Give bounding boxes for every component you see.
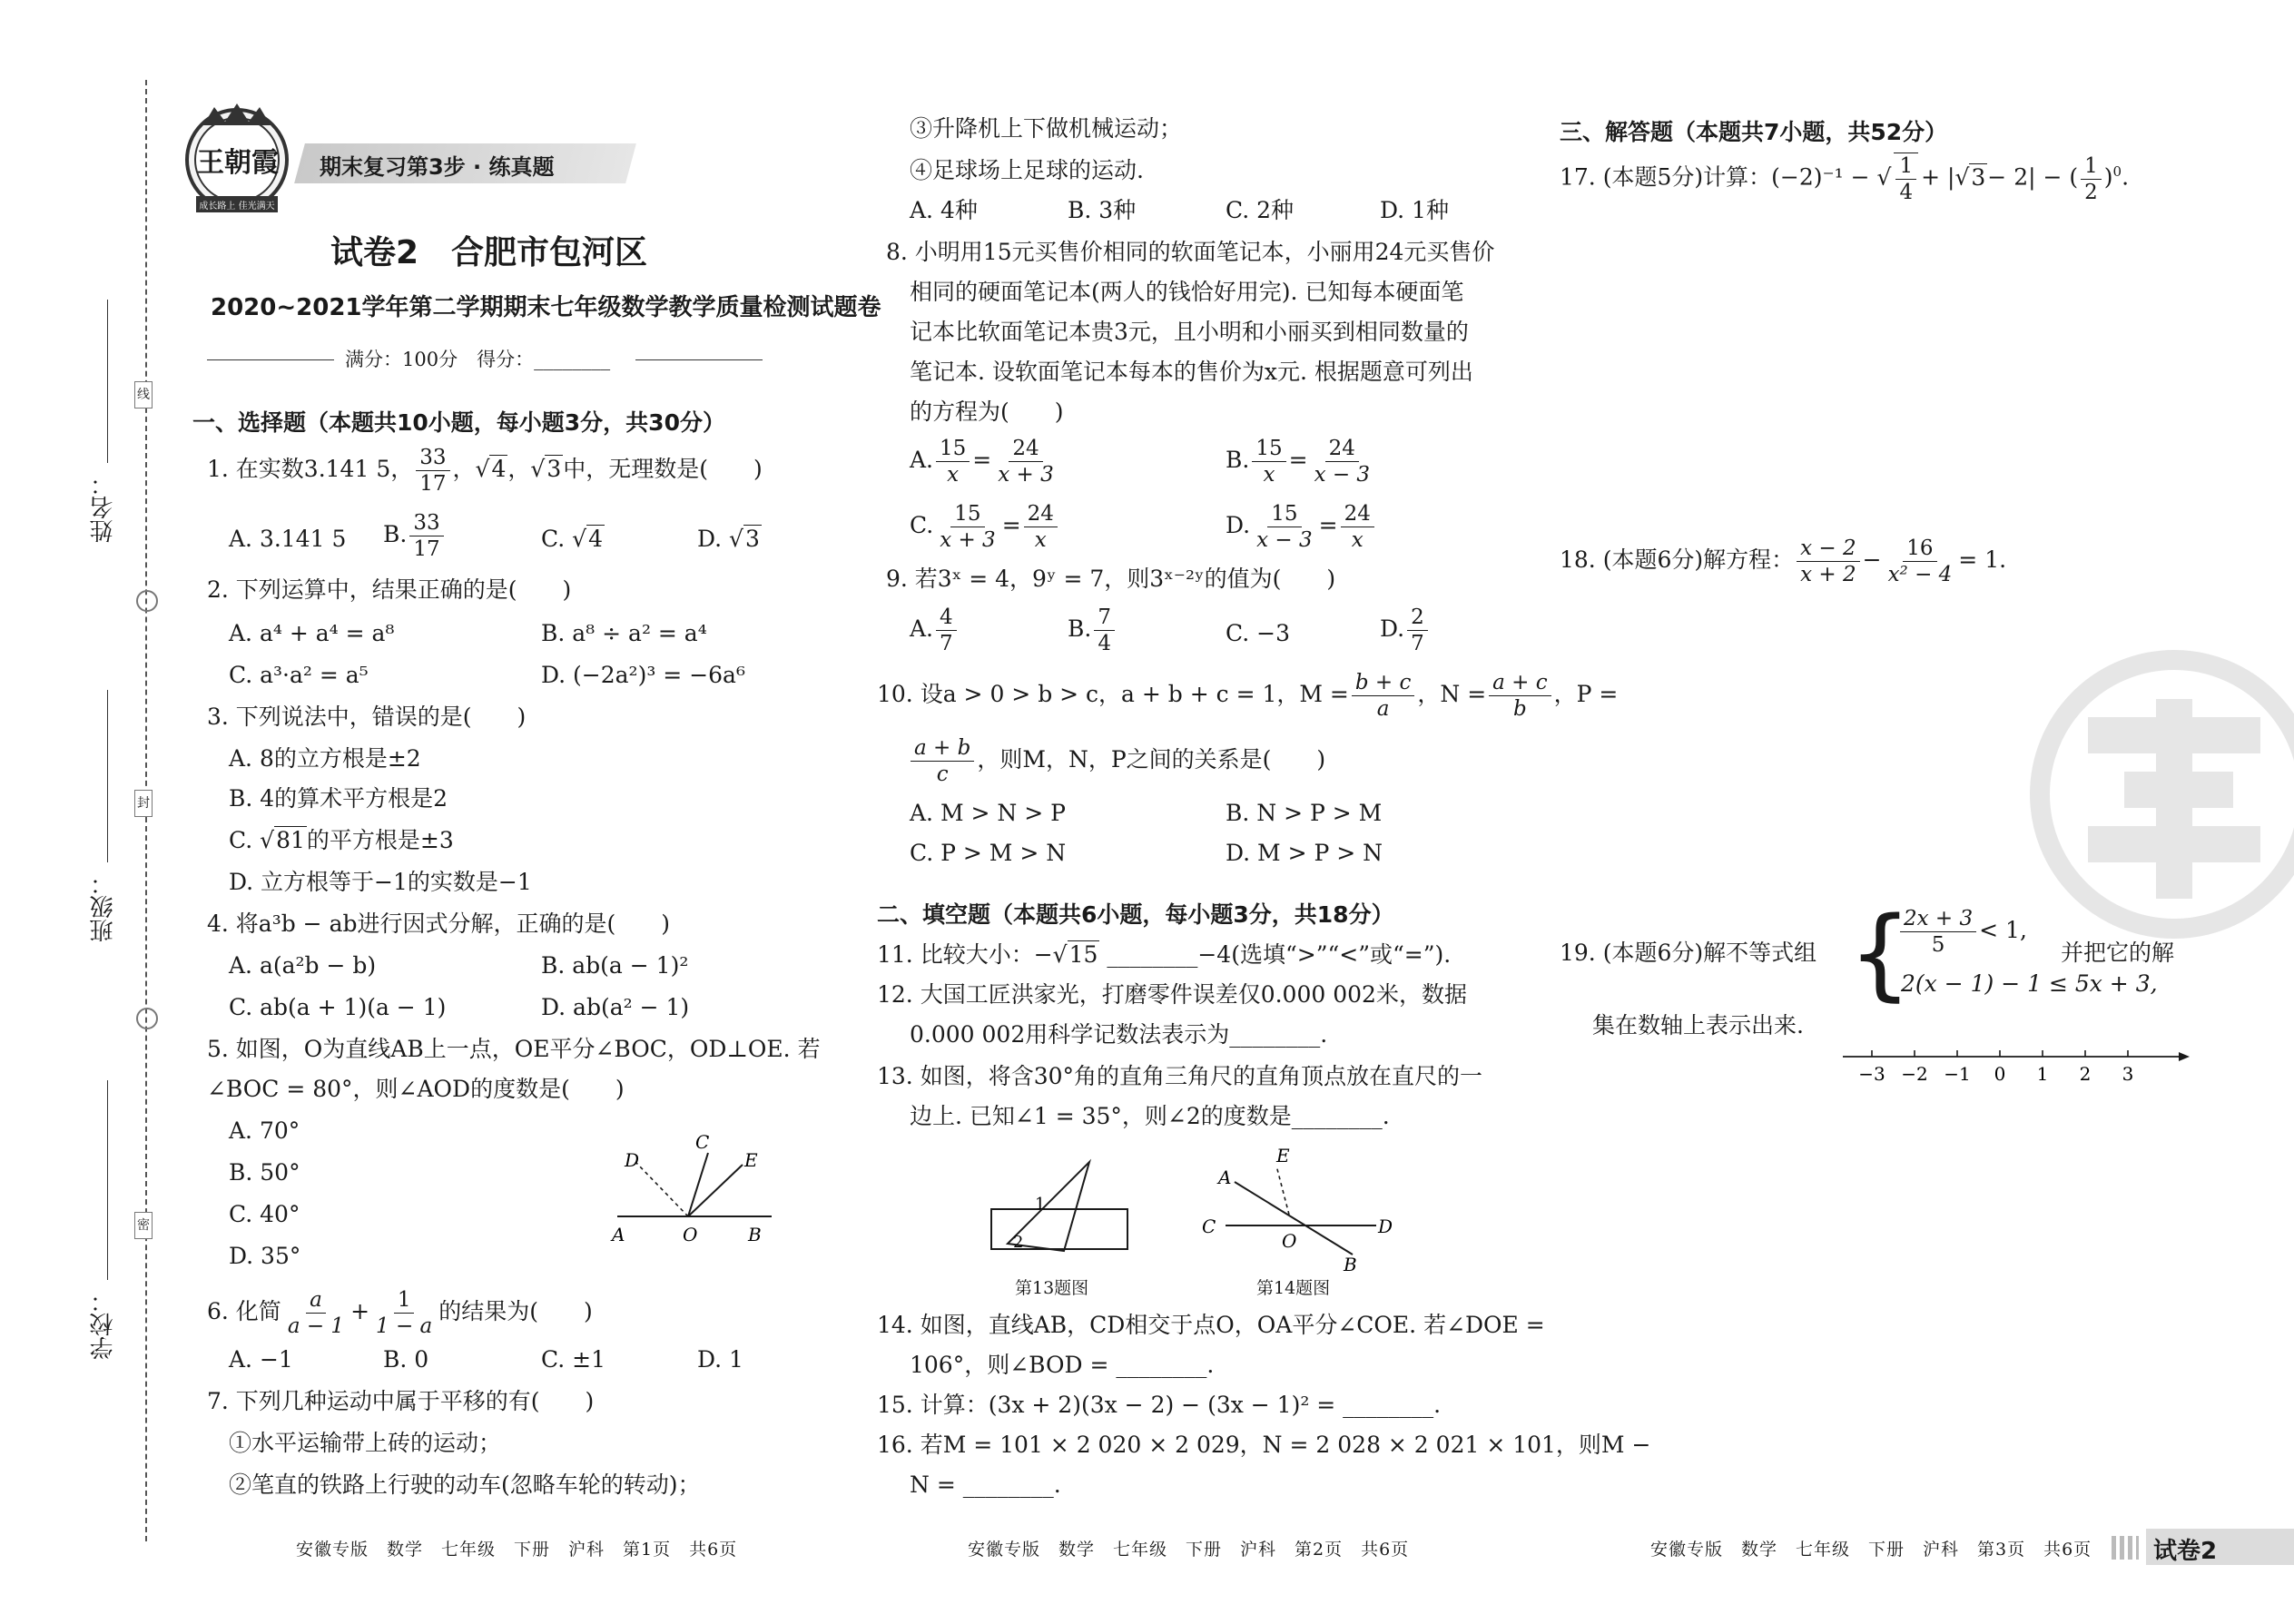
q1-option-c[interactable]: C. √4 [541,526,603,552]
seal-char-secret: 密 [134,1212,153,1239]
q19-inequality-2: 2(x − 1) − 1 ≤ 5x + 3, [1901,970,2158,997]
svg-text:D: D [625,1149,640,1171]
q7-option-b[interactable]: B. 3种 [1068,197,1137,223]
q9-option-b[interactable]: B. $\frac{7}{4}$ [1068,605,1117,656]
number-line-tick-label: −3 [1858,1063,1885,1085]
question-7: 7. 下列几种运动中属于平移的有( ) [207,1388,595,1414]
svg-text:2: 2 [1013,1233,1024,1252]
q7-option-a[interactable]: A. 4种 [910,197,978,223]
logo-slogan: 成长路上 佳光满天 [199,202,275,212]
question-19-tail: 并把它的解 [2061,940,2175,966]
q7-item-4: ④足球场上足球的运动. [910,157,1144,183]
q9-option-a[interactable]: A. $\frac{4}{7}$ [910,605,960,656]
figure-q14-caption: 第14题图 [1256,1278,1331,1298]
question-12-line2: 0.000 002用科学记数法表示为________. [910,1021,1328,1048]
question-16-line2: N = ________. [910,1471,1061,1498]
question-8-line3: 记本比软面笔记本贵3元，且小明和小丽买到相同数量的 [910,319,1469,345]
class-field[interactable] [107,690,108,862]
question-8-line1: 8. 小明用15元买售价相同的软面笔记本，小丽用24元买售价 [886,239,1495,265]
q9-option-c[interactable]: C. −3 [1226,620,1290,646]
svg-text:C: C [1202,1216,1216,1237]
svg-text:O: O [683,1224,698,1245]
step-tag-text: 期末复习第3步 · 练真题 [320,154,555,180]
question-18: 18. (本题6分)解方程： $\frac{x - 2}{x + 2}$ − $\frac{16}{\text{x² − 4}}$ = 1. [1560,536,2007,586]
svg-text:O: O [1282,1230,1297,1252]
school-label: 学校： [90,1289,117,1360]
q19-inequality-1: $\frac{2x + 3}{5}$ < 1, [1897,906,2027,958]
page-subtitle: 2020~2021学年第二学期期末七年级数学教学质量检测试题卷 [211,294,881,321]
q5-option-d[interactable]: D. 35° [229,1243,301,1269]
q10-option-b[interactable]: B. N > P > M [1226,800,1383,826]
q2-option-b[interactable]: B. a⁸ ÷ a² = a⁴ [541,620,707,646]
footer-page-3: 安徽专版 数学 七年级 下册 沪科 第3页 共6页 [1650,1540,2092,1560]
q3-option-a[interactable]: A. 8的立方根是±2 [229,745,421,772]
figure-q13 [980,1153,1144,1262]
q6-option-b[interactable]: B. 0 [383,1346,429,1373]
number-line-tick-label: 3 [2122,1063,2134,1085]
q4-option-b[interactable]: B. ab(a − 1)² [541,952,689,979]
question-10-line1: 10. 设a > 0 > b > c，a + b + c = 1，M = $\frac{b + c}{a}$ ，N = $\frac{a + c}{b}$ ，P = [877,671,1619,721]
name-label: 姓名： [90,472,117,543]
question-8-line5: 的方程为( ) [910,399,1064,425]
question-9: 9. 若3ˣ = 4，9ʸ = 7，则3ˣ⁻²ʸ的值为( ) [886,566,1336,592]
svg-text:E: E [1276,1146,1290,1166]
q5-option-c[interactable]: C. 40° [229,1201,300,1227]
q10-option-d[interactable]: D. M > P > N [1226,840,1383,866]
page-title: 试卷2 合肥市包河区 [330,234,648,271]
number-line[interactable] [1834,1035,2197,1089]
score-rule-left [207,359,334,360]
question-13-line2: 边上. 已知∠1 = 35°，则∠2的度数是________. [910,1103,1390,1129]
footer-tag-pattern [2112,1536,2139,1560]
question-14-line2: 106°，则∠BOD = ________. [910,1352,1215,1378]
question-15: 15. 计算：(3x + 2)(3x − 2) − (3x − 1)² = ________. [877,1392,1442,1418]
footer-tag-text: 试卷2 [2153,1538,2218,1565]
seal-char-line: 线 [134,381,153,408]
question-12-line1: 12. 大国工匠洪家光，打磨零件误差仅0.000 002米，数据 [877,981,1467,1008]
q8-option-b[interactable]: B. $\frac{15}{x}$ = $\frac{24}{x - 3}$ [1226,437,1371,487]
q1-option-a[interactable]: A. 3.141 5 [229,526,347,552]
q2-option-d[interactable]: D. (−2a²)³ = −6a⁶ [541,662,745,688]
number-line-tick-label: 2 [2079,1063,2092,1085]
q4-option-a[interactable]: A. a(a²b − b) [229,952,377,979]
figure-q5 [599,1121,781,1248]
q10-option-c[interactable]: C. P > M > N [910,840,1067,866]
q3-option-d[interactable]: D. 立方根等于−1的实数是−1 [229,869,532,895]
score-rule-right [635,359,763,360]
number-line-tick-label: −2 [1901,1063,1928,1085]
question-11: 11. 比较大小：−√15 ________−4(选填“>”“<”或“=”). [877,941,1452,968]
logo-name: 王朝霞 [197,147,279,179]
question-14-line1: 14. 如图，直线AB，CD相交于点O，OA平分∠COE. 若∠DOE = [877,1312,1545,1338]
footer-page-2: 安徽专版 数学 七年级 下册 沪科 第2页 共6页 [968,1540,1410,1560]
svg-text:E: E [744,1149,758,1171]
q8-option-a[interactable]: A. $\frac{15}{x}$ = $\frac{24}{x + 3}$ [910,437,1054,487]
question-8-line2: 相同的硬面笔记本(两人的钱恰好用完). 已知每本硬面笔 [910,279,1464,305]
question-13-line1: 13. 如图，将含30°角的直角三角尺的直角顶点放在直尺的一 [877,1063,1483,1089]
seal-char-seal: 封 [134,790,153,817]
q3-option-c[interactable]: C. √81的平方根是±3 [229,827,454,853]
question-10-line2: $\frac{a + b}{c}$ ，则M，N，P之间的关系是( ) [908,735,1325,787]
q4-option-d[interactable]: D. ab(a² − 1) [541,994,690,1020]
brand-logo [178,98,296,216]
q9-option-d[interactable]: D. $\frac{2}{7}$ [1380,605,1431,656]
figure-q14 [1198,1146,1398,1273]
q1-option-d[interactable]: D. √3 [697,526,760,552]
question-8-line4: 笔记本. 设软面笔记本每本的售价为x元. 根据题意可列出 [910,359,1473,385]
section-choice-heading: 一、选择题（本题共10小题，每小题3分，共30分） [192,409,725,436]
question-19-line2: 集在数轴上表示出来. [1592,1012,1804,1038]
q6-option-d[interactable]: D. 1 [697,1346,743,1373]
svg-text:A: A [612,1224,625,1245]
question-5-line1: 5. 如图，O为直线AB上一点，OE平分∠BOC，OD⊥OE. 若 [207,1036,821,1062]
q2-option-a[interactable]: A. a⁴ + a⁴ = a⁸ [229,620,395,646]
q8-option-c[interactable]: C. $\frac{15}{x + 3}$ = $\frac{24}{x}$ [910,501,1060,553]
footer-page-1: 安徽专版 数学 七年级 下册 沪科 第1页 共6页 [296,1540,738,1560]
q4-option-c[interactable]: C. ab(a + 1)(a − 1) [229,994,447,1020]
question-17: 17. (本题5分)计算：(−2)⁻¹ − √ $\frac{1}{4}$ + |√3− 2| − ( $\frac{1}{2}$ )$^0$. [1560,153,2130,204]
q7-item-1: ①水平运输带上砖的运动； [229,1430,502,1456]
q3-option-b[interactable]: B. 4的算术平方根是2 [229,785,448,812]
svg-text:C: C [695,1131,710,1153]
question-16-line1: 16. 若M = 101 × 2 020 × 2 029，N = 2 028 × 2 021 × 101，则M − [877,1432,1651,1458]
question-2: 2. 下列运算中，结果正确的是( ) [207,576,572,603]
section-fill-heading: 二、填空题（本题共6小题，每小题3分，共18分） [877,901,1394,928]
number-line-tick-label: 1 [2036,1063,2049,1085]
q7-option-d[interactable]: D. 1种 [1380,197,1449,223]
svg-text:D: D [1378,1216,1393,1237]
question-3: 3. 下列说法中，错误的是( ) [207,704,527,730]
svg-text:A: A [1218,1166,1232,1188]
q19-brace: { [1848,895,1912,1011]
q7-option-c[interactable]: C. 2种 [1226,197,1295,223]
q8-option-d[interactable]: D. $\frac{15}{x - 3}$ = $\frac{24}{x}$ [1226,501,1377,553]
q1-option-b[interactable]: B. $\frac{33}{17}$ [383,510,447,562]
q5-option-a[interactable]: A. 70° [229,1117,300,1144]
question-5-line2: ∠BOC = 80°，则∠AOD的度数是( ) [207,1076,625,1102]
svg-text:1: 1 [1035,1195,1046,1214]
q5-option-b[interactable]: B. 50° [229,1159,300,1186]
question-6: 6. 化简 $\frac{a}{a - 1}$ + $\frac{1}{1 - a}$ 的结果为( ) [207,1288,593,1338]
section-solve-heading: 三、解答题（本题共7小题，共52分） [1560,119,1948,145]
question-1: 1. 在实数3.141 5， $\frac{33}{17}$ ，√4，√3中，无理数是( ) [207,446,763,496]
q2-option-c[interactable]: C. a³·a² = a⁵ [229,662,369,688]
number-line-tick-label: −1 [1944,1063,1971,1085]
svg-text:B: B [748,1224,762,1245]
q6-option-a[interactable]: A. −1 [229,1346,293,1373]
figure-q13-caption: 第13题图 [1015,1278,1089,1298]
question-19-label: 19. (本题6分)解不等式组 [1560,940,1817,966]
q7-item-3: ③升降机上下做机械运动； [910,115,1183,142]
class-label: 班级： [90,871,117,942]
q6-option-c[interactable]: C. ±1 [541,1346,605,1373]
binding-hole-icon [136,1008,158,1029]
binding-hole-icon [136,590,158,612]
school-field[interactable] [107,1080,108,1280]
secret-stamp-icon [2024,645,2294,944]
score-line: 满分：100分 得分：________ [345,349,611,370]
number-line-tick-label: 0 [1994,1063,2006,1085]
q7-item-2: ②笔直的铁路上行驶的动车(忽略车轮的转动)； [229,1471,701,1498]
name-field[interactable] [107,300,108,463]
question-4: 4. 将a³b − ab进行因式分解，正确的是( ) [207,910,670,937]
q10-option-a[interactable]: A. M > N > P [910,800,1066,826]
svg-text:B: B [1344,1254,1357,1273]
